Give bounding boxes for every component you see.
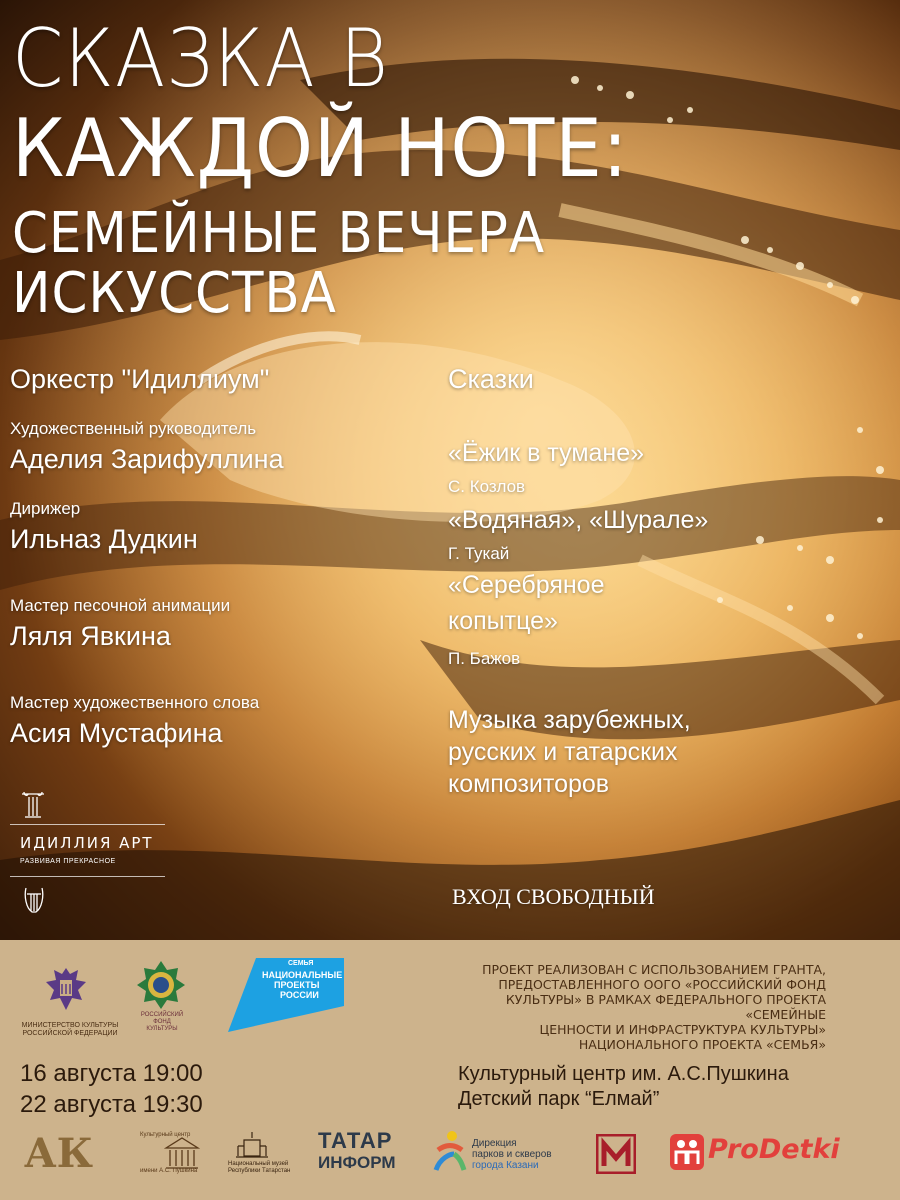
museum-icon (234, 1130, 270, 1158)
title-line-3: СЕМЕЙНЫЕ ВЕЧЕРА (12, 201, 546, 266)
brand-name: ИДИЛЛИЯ АРТ (20, 834, 154, 852)
name-sand-animation: Ляля Явкина (10, 621, 171, 651)
grant-line-2: ПРЕДОСТАВЛЕННОГО ООГО «РОССИЙСКИЙ ФОНД (498, 977, 826, 992)
grant-line-1: ПРОЕКТ РЕАЛИЗОВАН С ИСПОЛЬЗОВАНИЕМ ГРАНТА, (482, 962, 826, 977)
museum-caption-1: Национальный музей (228, 1161, 289, 1167)
music-line-1: Музыка зарубежных, (448, 706, 691, 734)
partner-tatar-inform-logo (318, 1130, 396, 1174)
tatar-inform-line-2: ИНФОРМ (318, 1153, 396, 1172)
grant-line-5: НАЦИОНАЛЬНОГО ПРОЕКТА «СЕМЬЯ» (578, 1037, 826, 1052)
tale-3-line-2: копытце» (448, 607, 558, 635)
name-conductor: Ильназ Дудкин (10, 524, 198, 554)
orchestra-name: Оркестр "Идиллиум" (10, 364, 270, 394)
title-line-2: КАЖДОЙ НОТЕ: (12, 102, 629, 195)
music-line-3: композиторов (448, 770, 610, 798)
parks-line-2: парков и скверов (472, 1149, 552, 1160)
date-1: 16 августа 19:00 (20, 1060, 203, 1087)
national-projects-logo (228, 956, 346, 1034)
np-line-3: РОССИИ (280, 990, 319, 1000)
partner-m-logo-icon (596, 1134, 636, 1174)
tale-1: «Ёжик в тумане» (448, 439, 645, 467)
name-artistic-director: Аделия Зарифуллина (10, 444, 284, 474)
parks-person-icon (432, 1130, 468, 1172)
tatar-inform-line-1: ТАТАР (318, 1128, 393, 1153)
parks-line-3: города Казани (472, 1160, 539, 1171)
role-conductor: Дирижер (10, 499, 81, 518)
column-icon (20, 790, 46, 820)
role-narrator: Мастер художественного слова (10, 693, 260, 712)
tale-2-author: Г. Тукай (448, 544, 510, 563)
children-icon (670, 1134, 704, 1170)
ministry-emblem-icon (42, 962, 90, 1020)
partner-parks-directorate-logo (432, 1130, 582, 1176)
ministry-caption: МИНИСТЕРСТВО КУЛЬТУРЫ РОССИЙСКОЙ ФЕДЕРАЦИИ (21, 1022, 119, 1037)
role-sand-animation: Мастер песочной анимации (10, 596, 231, 615)
grant-line-4: ЦЕННОСТИ И ИНФРАСТРУКТУРА КУЛЬТУРЫ» (539, 1022, 826, 1037)
tale-3-line-1: «Серебряное (448, 571, 605, 599)
lyre-icon (22, 886, 46, 916)
building-icon (164, 1136, 200, 1170)
event-venue (458, 1062, 789, 1112)
brand-tagline: РАЗВИВАЯ ПРЕКРАСНОЕ (20, 858, 116, 865)
free-entry: ВХОД СВОБОДНЫЙ (452, 884, 655, 909)
culture-fund-emblem-icon (136, 960, 186, 1010)
np-line-1: НАЦИОНАЛЬНЫЕ (262, 970, 343, 980)
np-line-2: ПРОЕКТЫ (274, 980, 320, 990)
tales-heading: Сказки (448, 364, 534, 394)
partner-pushkin-center-logo (140, 1132, 224, 1174)
event-dates (20, 1058, 203, 1120)
idillia-art-logo (10, 782, 170, 927)
grant-line-3: КУЛЬТУРЫ» В РАМКАХ ФЕДЕРАЛЬНОГО ПРОЕКТА «СЕМЕЙНЫЕ (505, 992, 826, 1022)
prodetki-text: ProDetki (708, 1134, 840, 1165)
pushkin-caption-1: Культурный центр (140, 1132, 191, 1138)
date-2: 22 августа 19:30 (20, 1091, 203, 1118)
venue-line-1: Культурный центр им. А.С.Пушкина (458, 1063, 789, 1085)
culture-fund-caption: РОССИЙСКИЙ ФОНД КУЛЬТУРЫ (140, 1012, 184, 1032)
museum-caption-2: Республики Татарстан (228, 1168, 291, 1174)
tale-1-author: С. Козлов (448, 477, 526, 496)
title-line-4: ИСКУССТВА (12, 261, 337, 326)
parks-line-1: Дирекция (472, 1138, 517, 1149)
partner-prodetki-logo (670, 1132, 840, 1172)
grant-notice (466, 962, 826, 1052)
title-line-1: СКАЗКА В (12, 12, 390, 105)
music-line-2: русских и татарских (448, 738, 678, 766)
pushkin-caption-2: имени А.С. Пушкина (140, 1168, 198, 1174)
np-family-label: СЕМЬЯ (288, 960, 314, 967)
role-artistic-director: Художественный руководитель (10, 419, 257, 438)
tale-2: «Водяная», «Шурале» (448, 506, 709, 534)
partner-ak-logo: АК (24, 1130, 93, 1177)
venue-line-2: Детский парк “Елмай” (458, 1088, 660, 1110)
partner-national-museum-logo (228, 1130, 300, 1176)
tale-3-author: П. Бажов (448, 649, 521, 668)
name-narrator: Асия Мустафина (10, 718, 223, 748)
